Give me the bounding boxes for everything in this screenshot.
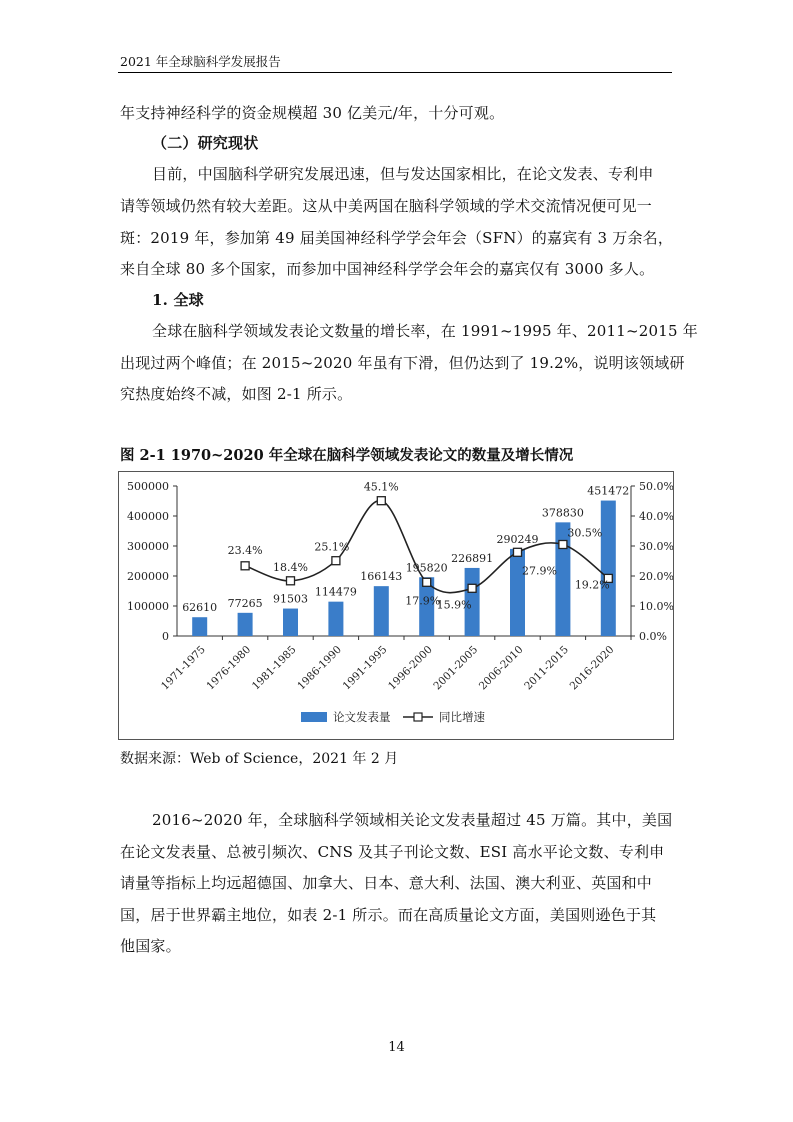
subsection-heading: 1. 全球 — [152, 291, 204, 309]
category-label: 1986-1990 — [295, 643, 345, 693]
left-tick-label: 200000 — [127, 570, 169, 583]
growth-value-label: 15.9% — [436, 598, 472, 612]
figure-caption: 图 2-1 1970~2020 年全球在脑科学领域发表论文的数量及增长情况 — [120, 447, 574, 464]
source-note: 数据来源：Web of Science，2021 年 2 月 — [120, 751, 399, 767]
growth-value-label: 18.4% — [273, 560, 308, 574]
bar-value-label: 226891 — [451, 551, 494, 565]
category-label: 2006-2010 — [476, 643, 526, 693]
paragraph-line: 全球在脑科学领域发表论文数量的增长率，在 1991~1995 年、2011~2015 年 — [152, 322, 698, 340]
paragraph-line: 2016~2020 年，全球脑科学领域相关论文发表量超过 45 万篇。其中，美国 — [152, 811, 673, 829]
page-number: 14 — [388, 1040, 405, 1055]
legend-bar-swatch — [301, 712, 327, 722]
paragraph-line: 来自全球 80 多个国家，而参加中国神经科学学会年会的嘉宾仅有 3000 多人。 — [120, 260, 655, 278]
growth-marker — [287, 577, 295, 585]
category-label: 2001-2005 — [431, 643, 481, 693]
growth-marker — [332, 557, 340, 565]
growth-marker — [514, 548, 522, 556]
chart-frame — [118, 471, 674, 740]
paragraph-line: 出现过两个峰值；在 2015~2020 年虽有下滑，但仍达到了 19.2%，说明该领域研 — [120, 354, 685, 372]
paragraph-line: 他国家。 — [120, 937, 181, 955]
bar-value-label: 166143 — [360, 570, 403, 584]
growth-value-label: 30.5% — [567, 526, 603, 540]
category-label: 2016-2020 — [567, 643, 617, 693]
header-rule — [118, 72, 672, 73]
left-tick-label: 500000 — [127, 480, 169, 493]
bar-value-label: 451472 — [587, 484, 630, 498]
category-label: 1981-1985 — [249, 643, 299, 693]
bar-value-label: 378830 — [541, 506, 584, 520]
bar-value-label: 195820 — [405, 561, 448, 575]
legend-bar-label: 论文发表量 — [333, 710, 391, 724]
right-tick-label: 10.0% — [639, 600, 673, 613]
bar — [374, 586, 389, 636]
paragraph-line: 斑：2019 年，参加第 49 届美国神经科学学会年会（SFN）的嘉宾有 3 万余名， — [120, 229, 674, 247]
right-tick-label: 20.0% — [639, 570, 673, 583]
left-tick-label: 0 — [162, 630, 169, 643]
growth-value-label: 23.4% — [227, 543, 263, 557]
growth-marker — [423, 578, 431, 586]
growth-value-label: 19.2% — [574, 578, 610, 592]
bar-value-label: 290249 — [496, 532, 539, 546]
paragraph-line: 究热度始终不减，如图 2-1 所示。 — [120, 385, 353, 403]
left-tick-label: 100000 — [127, 600, 169, 613]
paragraph-line: 年支持神经科学的资金规模超 30 亿美元/年，十分可观。 — [120, 104, 505, 122]
growth-marker — [377, 497, 385, 505]
right-tick-label: 50.0% — [639, 480, 673, 493]
category-label: 2011-2015 — [522, 643, 572, 693]
category-label: 1996-2000 — [386, 643, 435, 693]
running-header: 2021 年全球脑科学发展报告 — [120, 54, 281, 69]
bar-value-label: 77265 — [227, 596, 263, 610]
right-tick-label: 0.0% — [639, 630, 667, 643]
growth-value-label: 17.9% — [405, 594, 441, 608]
bar-value-label: 114479 — [314, 585, 357, 599]
left-tick-label: 300000 — [127, 540, 169, 553]
paragraph-line: 目前，中国脑科学研究发展迅速，但与发达国家相比，在论文发表、专利申 — [152, 165, 654, 183]
category-label: 1976-1980 — [204, 643, 254, 693]
growth-marker — [241, 562, 249, 570]
section-heading: （二）研究现状 — [152, 134, 259, 152]
paragraph-line: 国，居于世界霸主地位，如表 2-1 所示。而在高质量论文方面，美国则逊色于其 — [120, 906, 657, 924]
right-tick-label: 40.0% — [639, 510, 673, 523]
bar — [238, 613, 253, 636]
bar — [328, 602, 343, 636]
bar-value-label: 91503 — [273, 592, 308, 606]
paragraph-line: 请等领域仍然有较大差距。这从中美两国在脑科学领域的学术交流情况便可见一 — [120, 197, 653, 215]
bar — [601, 501, 616, 636]
growth-marker — [559, 541, 567, 549]
chart — [119, 472, 673, 739]
right-tick-label: 30.0% — [639, 540, 673, 553]
bar — [192, 617, 207, 636]
bar — [510, 549, 525, 636]
growth-value-label: 27.9% — [522, 564, 557, 578]
left-tick-label: 400000 — [127, 510, 169, 523]
legend-line-label: 同比增速 — [439, 710, 485, 724]
growth-value-label: 45.1% — [363, 480, 399, 494]
legend-line-marker — [414, 713, 422, 721]
category-label: 1991-1995 — [340, 643, 390, 693]
bar-value-label: 62610 — [182, 601, 218, 615]
bar — [283, 609, 298, 636]
category-label: 1971-1975 — [159, 643, 208, 693]
growth-marker — [468, 584, 476, 592]
paragraph-line: 请量等指标上均远超德国、加拿大、日本、意大利、法国、澳大利亚、英国和中 — [120, 874, 653, 892]
growth-value-label: 25.1% — [314, 540, 350, 554]
paragraph-line: 在论文发表量、总被引频次、CNS 及其子刊论文数、ESI 高水平论文数、专利申 — [120, 843, 665, 861]
